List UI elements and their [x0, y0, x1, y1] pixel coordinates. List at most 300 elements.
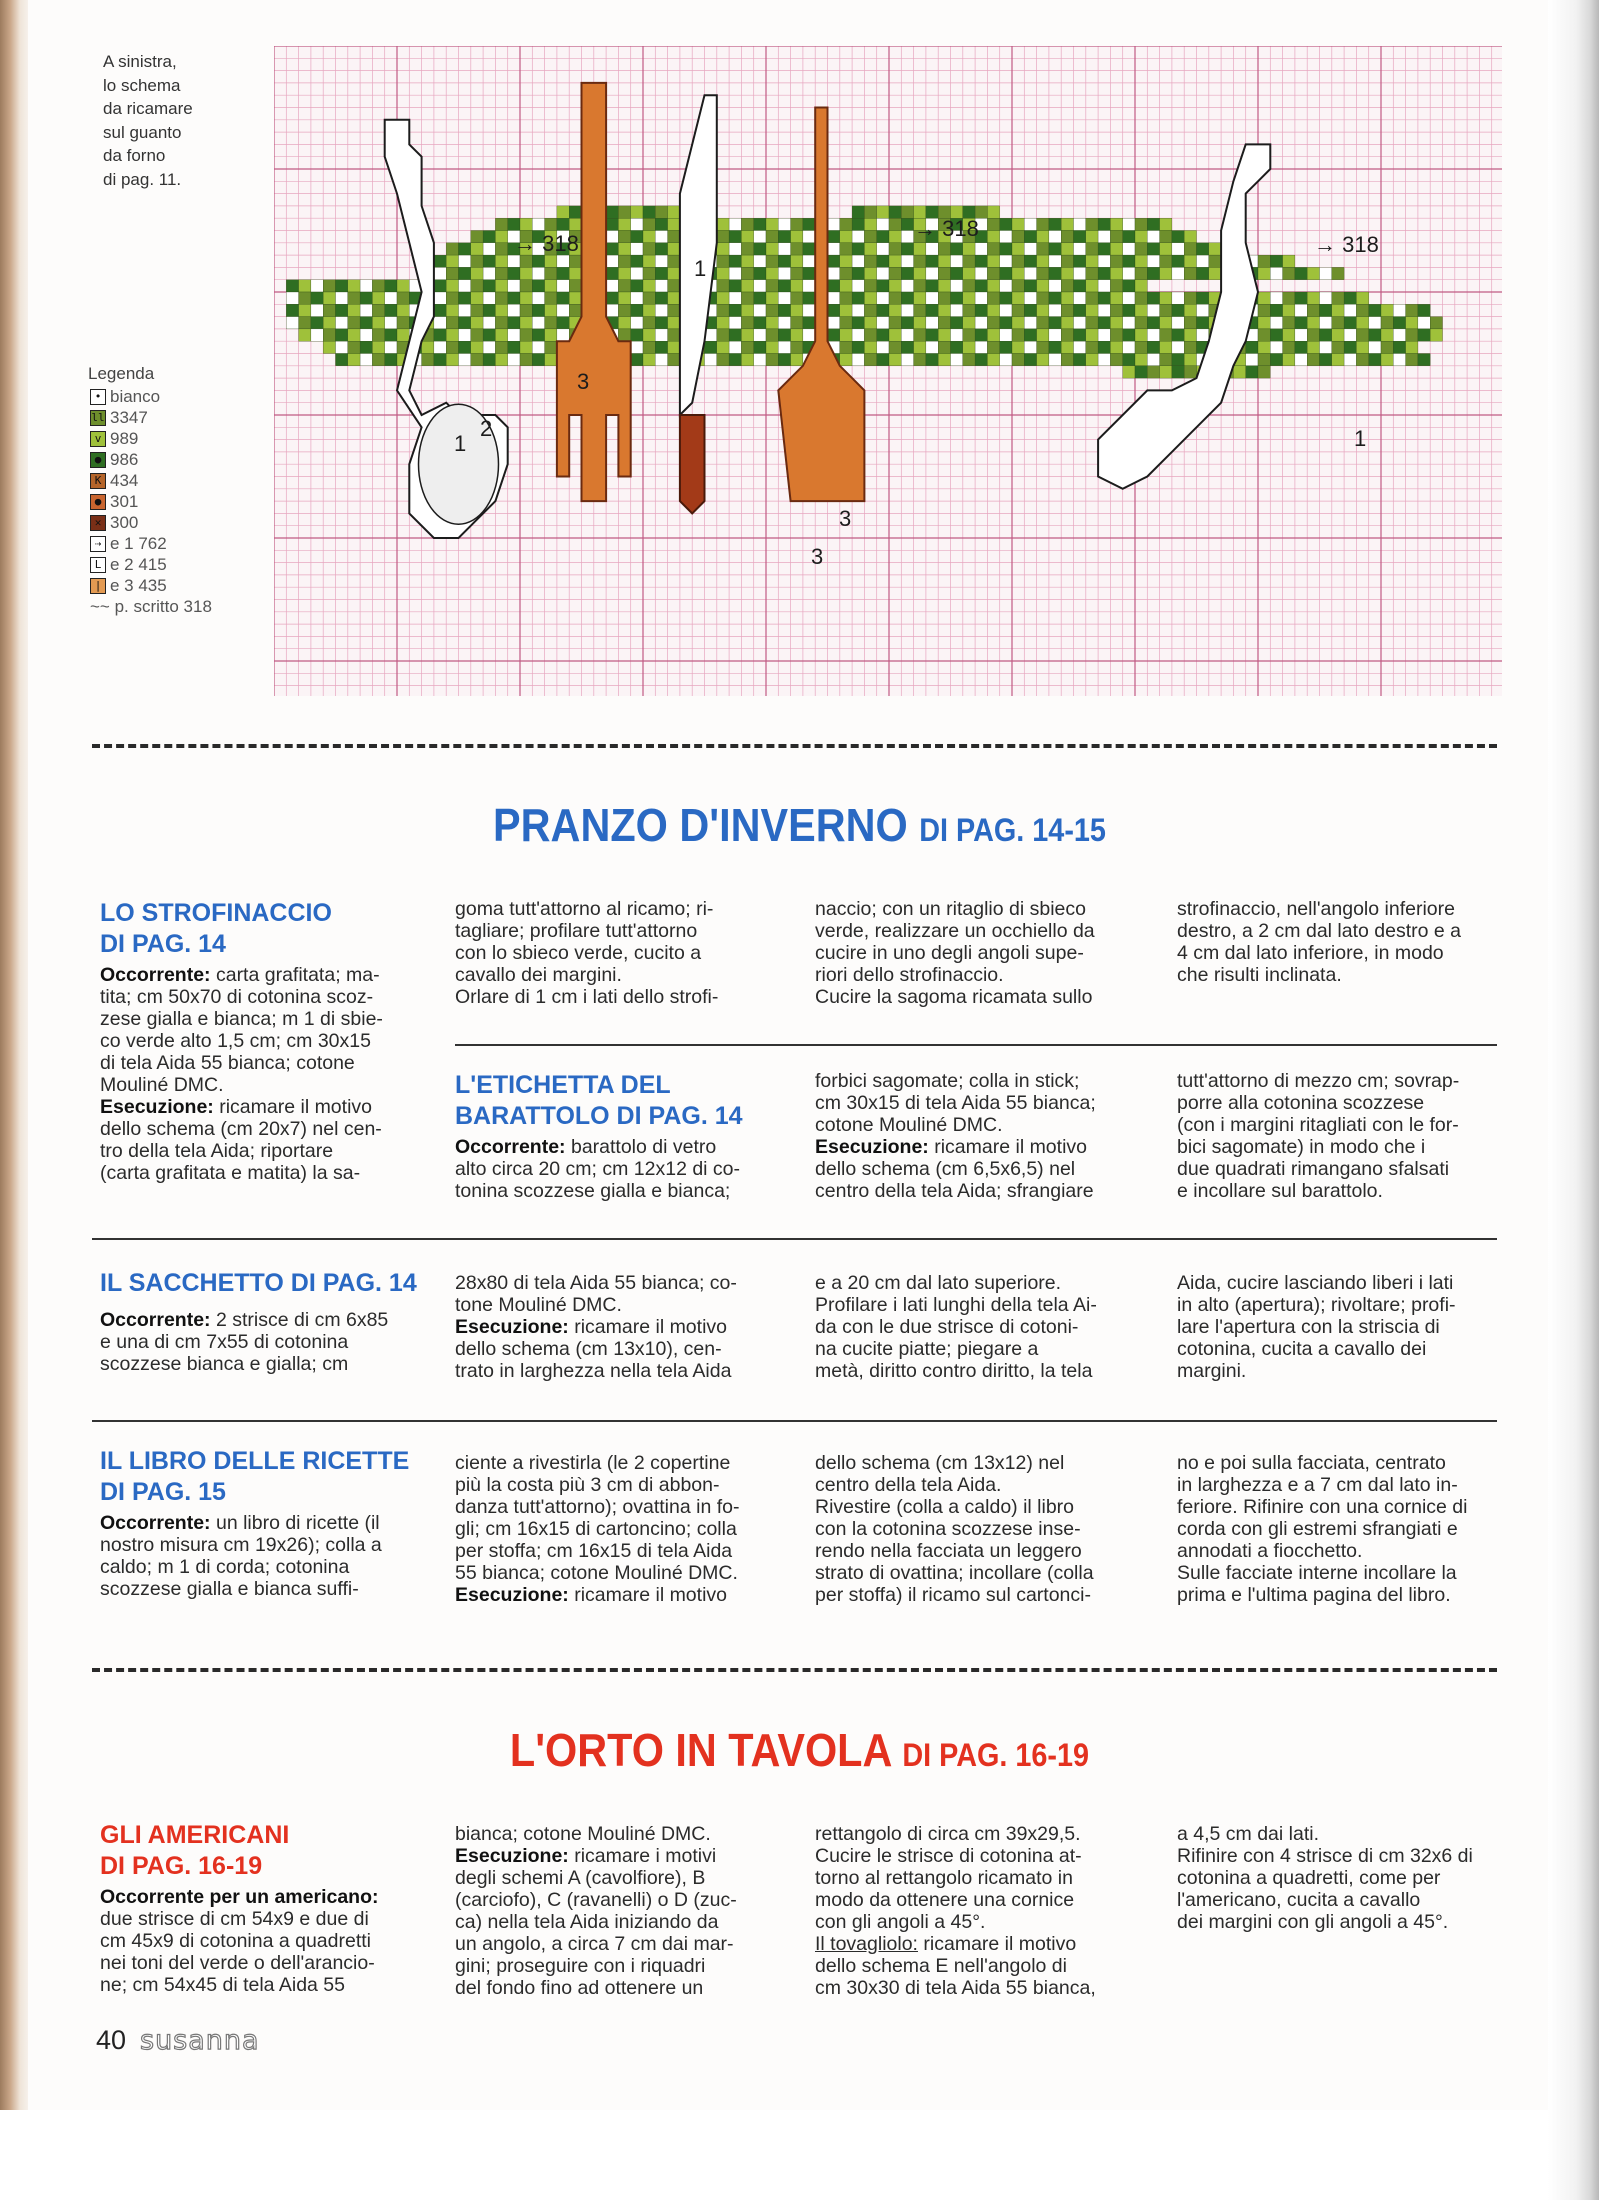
stitch-cell: [987, 329, 999, 341]
section-rule: [92, 1238, 1497, 1240]
legend-label: 3347: [110, 408, 148, 427]
section-rule: [92, 1420, 1497, 1422]
stitch-cell: [434, 317, 446, 329]
stitch-cell: [348, 329, 360, 341]
stitch-cell: [901, 280, 913, 292]
stitch-cell: [852, 292, 864, 304]
stitch-cell: [1197, 317, 1209, 329]
stitch-cell: [1012, 304, 1024, 316]
stitch-cell: [766, 231, 778, 243]
stitch-cell: [1283, 329, 1295, 341]
stitch-cell: [1049, 243, 1061, 255]
stitch-cell: [1012, 218, 1024, 230]
stitch-cell: [754, 231, 766, 243]
stitch-cell: [495, 317, 507, 329]
stitch-cell: [1320, 304, 1332, 316]
text-line: feriore. Rifinire con una cornice di: [1177, 1496, 1468, 1518]
stitch-cell: [1160, 304, 1172, 316]
text-line: danza tutt'attorno); ovattina in fo-: [455, 1496, 740, 1518]
stitch-cell: [1344, 317, 1356, 329]
stitch-cell: [1049, 255, 1061, 267]
stitch-cell: [1135, 354, 1147, 366]
text-line: cavallo dei margini.: [455, 964, 622, 986]
stitch-cell: [434, 292, 446, 304]
stitch-cell: [864, 206, 876, 218]
block5-col4: [1177, 1823, 1491, 1933]
text-line: verde, realizzare un occhiello da: [815, 920, 1095, 942]
text-line: trato in larghezza nella tela Aida: [455, 1360, 732, 1382]
stitch-cell: [1037, 304, 1049, 316]
stitch-cell: [1098, 267, 1110, 279]
stitch-cell: [741, 243, 753, 255]
stitch-cell: [1037, 292, 1049, 304]
text-line: più la costa più 3 cm di abbon-: [455, 1474, 720, 1496]
stitch-cell: [852, 317, 864, 329]
stitch-cell: [1344, 304, 1356, 316]
stitch-cell: [1307, 292, 1319, 304]
stitch-cell: [766, 267, 778, 279]
stitch-cell: [1295, 304, 1307, 316]
stitch-cell: [791, 218, 803, 230]
stitch-cell: [286, 280, 298, 292]
stitch-cell: [1012, 243, 1024, 255]
stitch-cell: [1098, 255, 1110, 267]
cross-stitch-chart: [274, 46, 1502, 696]
stitch-cell: [459, 341, 471, 353]
chart-label-1: 1: [694, 256, 707, 281]
stitch-cell: [1332, 267, 1344, 279]
stitch-cell: [618, 292, 630, 304]
stitch-cell: [1184, 292, 1196, 304]
stitch-cell: [1049, 267, 1061, 279]
stitch-cell: [901, 267, 913, 279]
stitch-cell: [545, 304, 557, 316]
stitch-cell: [397, 317, 409, 329]
stitch-cell: [1381, 304, 1393, 316]
stitch-cell: [336, 354, 348, 366]
chart-label-3: 3: [811, 544, 824, 569]
stitch-cell: [938, 267, 950, 279]
text-line: cotonina a quadretti, come per: [1177, 1867, 1441, 1889]
text-line: caldo; m 1 di corda; cotonina: [100, 1556, 350, 1578]
text-line: Cucire la sagoma ricamata sullo: [815, 986, 1093, 1008]
esecuzione-label: Esecuzione:: [455, 1845, 569, 1867]
stitch-cell: [1135, 280, 1147, 292]
stitch-cell: [1049, 304, 1061, 316]
stitch-cell: [618, 243, 630, 255]
occorrente-label: Occorrente:: [455, 1136, 566, 1158]
text-line: con la cotonina scozzese inse-: [815, 1518, 1081, 1540]
stitch-cell: [1074, 341, 1086, 353]
stitch-cell: [1270, 267, 1282, 279]
stitch-cell: [828, 231, 840, 243]
legend-title: Legenda: [88, 364, 155, 383]
stitch-cell: [1000, 218, 1012, 230]
stitch-cell: [508, 329, 520, 341]
stitch-cell: [483, 255, 495, 267]
text-line: Profilare i lati lunghi della tela Ai-: [815, 1294, 1097, 1316]
stitch-cell: [446, 255, 458, 267]
stitch-cell: [323, 317, 335, 329]
stitch-cell: [1246, 366, 1258, 378]
stitch-cell: [987, 218, 999, 230]
stitch-cell: [987, 280, 999, 292]
stitch-cell: [766, 292, 778, 304]
text-line: corda con gli estremi sfrangiati e: [1177, 1518, 1458, 1540]
stitch-cell: [520, 280, 532, 292]
legend-item: [90, 512, 212, 533]
stitch-cell: [938, 304, 950, 316]
stitch-cell: [1172, 243, 1184, 255]
legend-swatch: L: [90, 557, 106, 573]
stitch-cell: [1393, 317, 1405, 329]
stitch-cell: [791, 354, 803, 366]
stitch-cell: [360, 280, 372, 292]
stitch-cell: [1320, 329, 1332, 341]
stitch-cell: [864, 292, 876, 304]
text-line: due quadrati rimangano sfalsati: [1177, 1158, 1450, 1180]
text-line: del fondo fino ad ottenere un: [455, 1977, 704, 1999]
stitch-cell: [1074, 354, 1086, 366]
stitch-cell: [877, 317, 889, 329]
stitch-cell: [877, 341, 889, 353]
stitch-cell: [1000, 329, 1012, 341]
stitch-cell: [1147, 255, 1159, 267]
stitch-cell: [766, 280, 778, 292]
stitch-cell: [532, 292, 544, 304]
stitch-cell: [459, 243, 471, 255]
stitch-cell: [766, 243, 778, 255]
chart-legend: [88, 362, 212, 617]
stitch-cell: [877, 292, 889, 304]
stitch-cell: [1000, 304, 1012, 316]
stitch-cell: [1344, 354, 1356, 366]
stitch-cell: [741, 354, 753, 366]
stitch-cell: [385, 354, 397, 366]
block-heading: L'ETICHETTA DEL: [455, 1071, 671, 1099]
stitch-cell: [459, 280, 471, 292]
stitch-cell: [938, 292, 950, 304]
text-line: strato di ovattina; incollare (colla: [815, 1562, 1094, 1584]
text-line: rettangolo di circa cm 39x29,5.: [815, 1823, 1081, 1845]
stitch-cell: [1110, 329, 1122, 341]
stitch-cell: [385, 329, 397, 341]
stitch-cell: [987, 304, 999, 316]
stitch-cell: [643, 341, 655, 353]
magazine-logo: susanna: [140, 2025, 260, 2056]
stitch-cell: [1160, 354, 1172, 366]
stitch-cell: [938, 329, 950, 341]
stitch-cell: [1074, 292, 1086, 304]
stitch-cell: [828, 218, 840, 230]
stitch-cell: [889, 255, 901, 267]
stitch-cell: [1184, 304, 1196, 316]
stitch-cell: [618, 218, 630, 230]
block3-col3: [815, 1272, 1129, 1382]
stitch-cell: [987, 354, 999, 366]
text-line: prima e l'ultima pagina del libro.: [1177, 1584, 1451, 1606]
stitch-cell: [446, 280, 458, 292]
stitch-cell: [975, 280, 987, 292]
stitch-cell: [1147, 243, 1159, 255]
stitch-cell: [729, 354, 741, 366]
stitch-cell: [1393, 354, 1405, 366]
chart-label-318: → 318: [1314, 232, 1379, 257]
stitch-cell: [1098, 243, 1110, 255]
block1-col2: [455, 898, 769, 1008]
stitch-cell: [397, 280, 409, 292]
stitch-cell: [975, 329, 987, 341]
stitch-cell: [914, 267, 926, 279]
legend-swatch: ✕: [90, 515, 106, 531]
stitch-cell: [606, 280, 618, 292]
stitch-cell: [323, 329, 335, 341]
stitch-cell: [754, 218, 766, 230]
stitch-cell: [557, 267, 569, 279]
stitch-cell: [471, 231, 483, 243]
block5-col2: [455, 1823, 769, 1999]
stitch-cell: [1123, 243, 1135, 255]
chart-label-3: 3: [839, 506, 852, 531]
stitch-cell: [1160, 341, 1172, 353]
stitch-cell: [987, 255, 999, 267]
stitch-cell: [840, 218, 852, 230]
text-line: ciente a rivestirla (le 2 copertine: [455, 1452, 731, 1474]
stitch-cell: [508, 341, 520, 353]
text-line: cm 45x9 di cotonina a quadretti: [100, 1930, 372, 1952]
stitch-cell: [1037, 280, 1049, 292]
stitch-cell: [1024, 218, 1036, 230]
stitch-cell: [1160, 243, 1172, 255]
stitch-cell: [1270, 304, 1282, 316]
stitch-cell: [471, 341, 483, 353]
stitch-cell: [336, 304, 348, 316]
stitch-cell: [901, 255, 913, 267]
stitch-cell: [643, 218, 655, 230]
stitch-cell: [434, 341, 446, 353]
block-heading: GLI AMERICANI: [100, 1821, 290, 1849]
stitch-cell: [901, 354, 913, 366]
stitch-cell: [631, 206, 643, 218]
stitch-cell: [1000, 280, 1012, 292]
caption-line: A sinistra,: [103, 52, 177, 71]
stitch-cell: [520, 341, 532, 353]
stitch-cell: [520, 267, 532, 279]
stitch-cell: [446, 317, 458, 329]
stitch-cell: [1123, 341, 1135, 353]
stitch-cell: [1012, 317, 1024, 329]
stitch-cell: [532, 280, 544, 292]
stitch-cell: [434, 280, 446, 292]
text-line: tutt'attorno di mezzo cm; sovrap-: [1177, 1070, 1460, 1092]
stitch-cell: [606, 243, 618, 255]
stitch-cell: [741, 267, 753, 279]
stitch-cell: [557, 317, 569, 329]
stitch-cell: [766, 304, 778, 316]
stitch-cell: [1320, 341, 1332, 353]
block2-col4: [1177, 1070, 1491, 1202]
stitch-cell: [495, 354, 507, 366]
stitch-cell: [483, 280, 495, 292]
stitch-cell: [852, 255, 864, 267]
stitch-cell: [741, 255, 753, 267]
stitch-cell: [1258, 255, 1270, 267]
stitch-cell: [422, 341, 434, 353]
stitch-cell: [1332, 304, 1344, 316]
stitch-cell: [508, 292, 520, 304]
stitch-cell: [1344, 292, 1356, 304]
stitch-cell: [495, 267, 507, 279]
stitch-cell: [729, 267, 741, 279]
block-heading: DI PAG. 14: [100, 930, 226, 958]
chart-caption: [103, 50, 213, 191]
stitch-cell: [1430, 329, 1442, 341]
stitch-cell: [471, 304, 483, 316]
stitch-cell: [618, 255, 630, 267]
block3-col4: [1177, 1272, 1491, 1382]
stitch-cell: [606, 267, 618, 279]
stitch-cell: [483, 317, 495, 329]
stitch-cell: [655, 354, 667, 366]
stitch-cell: [618, 280, 630, 292]
stitch-cell: [975, 304, 987, 316]
stitch-cell: [1209, 267, 1221, 279]
stitch-cell: [791, 280, 803, 292]
stitch-cell: [1283, 341, 1295, 353]
stitch-cell: [483, 231, 495, 243]
stitch-cell: [545, 280, 557, 292]
stitch-cell: [889, 280, 901, 292]
stitch-cell: [643, 231, 655, 243]
stitch-cell: [901, 243, 913, 255]
stitch-cell: [1283, 255, 1295, 267]
stitch-cell: [1320, 317, 1332, 329]
stitch-cell: [360, 292, 372, 304]
stitch-cell: [1270, 341, 1282, 353]
stitch-cell: [1381, 341, 1393, 353]
stitch-cell: [1160, 267, 1172, 279]
stitch-cell: [717, 304, 729, 316]
stitch-cell: [606, 292, 618, 304]
text-line: in alto (apertura); rivoltare; profi-: [1177, 1294, 1456, 1316]
text-line: dei margini con gli angoli a 45°.: [1177, 1911, 1449, 1933]
stitch-cell: [643, 280, 655, 292]
text-line: carta grafitata; ma-: [215, 964, 380, 986]
stitch-cell: [1074, 231, 1086, 243]
stitch-cell: [1123, 218, 1135, 230]
text-line: Orlare di 1 cm i lati dello strofi-: [455, 986, 719, 1008]
stitch-cell: [1172, 366, 1184, 378]
text-line: un angolo, a circa 7 cm dai mar-: [455, 1933, 734, 1955]
stitch-cell: [766, 317, 778, 329]
stitch-cell: [803, 231, 815, 243]
stitch-cell: [778, 218, 790, 230]
stitch-cell: [385, 317, 397, 329]
stitch-cell: [840, 267, 852, 279]
stitch-cell: [1123, 231, 1135, 243]
stitch-cell: [864, 354, 876, 366]
stitch-cell: [336, 280, 348, 292]
block1-col4: [1177, 898, 1491, 986]
stitch-cell: [483, 292, 495, 304]
stitch-cell: [557, 280, 569, 292]
stitch-cell: [1270, 354, 1282, 366]
stitch-cell: [717, 280, 729, 292]
stitch-cell: [717, 341, 729, 353]
section-page-ref: DI PAG. 14-15: [919, 812, 1106, 848]
chart-label-1: 1: [454, 431, 467, 456]
stitch-cell: [951, 267, 963, 279]
stitch-cell: [1246, 354, 1258, 366]
stitch-cell: [668, 280, 680, 292]
stitch-cell: [901, 218, 913, 230]
stitch-cell: [889, 206, 901, 218]
stitch-cell: [422, 354, 434, 366]
stitch-cell: [508, 280, 520, 292]
stitch-cell: [1172, 292, 1184, 304]
legend-item: [90, 533, 212, 554]
stitch-cell: [1098, 354, 1110, 366]
stitch-cell: [877, 267, 889, 279]
stitch-cell: [852, 243, 864, 255]
stitch-cell: [963, 255, 975, 267]
text-line: alto circa 20 cm; cm 12x12 di co-: [455, 1158, 741, 1180]
stitch-cell: [1012, 329, 1024, 341]
stitch-cell: [569, 267, 581, 279]
occorrente-label: Occorrente:: [100, 964, 211, 986]
stitch-cell: [483, 354, 495, 366]
stitch-cell: [1135, 218, 1147, 230]
stitch-cell: [1184, 317, 1196, 329]
stitch-cell: [631, 354, 643, 366]
stitch-cell: [557, 304, 569, 316]
stitch-cell: [1307, 329, 1319, 341]
caption-line: di pag. 11.: [103, 169, 182, 189]
stitch-cell: [508, 267, 520, 279]
stitch-cell: [1086, 280, 1098, 292]
text-line: dello schema (cm 6,5x6,5) nel: [815, 1158, 1076, 1180]
block5-col1: [100, 1820, 414, 1996]
stitch-cell: [668, 354, 680, 366]
text-line: due strisce di cm 54x9 e due di: [100, 1908, 369, 1930]
stitch-cell: [729, 292, 741, 304]
esecuzione-label: Esecuzione:: [455, 1584, 569, 1606]
stitch-cell: [1135, 292, 1147, 304]
stitch-cell: [520, 329, 532, 341]
section-title: L'ORTO IN TAVOLA: [509, 1724, 891, 1776]
stitch-cell: [1098, 218, 1110, 230]
stitch-cell: [495, 243, 507, 255]
stitch-cell: [631, 231, 643, 243]
stitch-cell: [471, 267, 483, 279]
stitch-cell: [336, 341, 348, 353]
stitch-cell: [655, 304, 667, 316]
stitch-cell: [766, 329, 778, 341]
stitch-cell: [1049, 354, 1061, 366]
stitch-cell: [828, 304, 840, 316]
stitch-cell: [1110, 304, 1122, 316]
block3-col2: [455, 1272, 769, 1382]
stitch-cell: [864, 255, 876, 267]
stitch-cell: [901, 341, 913, 353]
stitch-cell: [803, 329, 815, 341]
text-line: (carciofo), C (ravanelli) o D (zuc-: [455, 1889, 737, 1911]
stitch-cell: [828, 243, 840, 255]
text-line: cotonina, cucita a cavallo dei: [1177, 1338, 1427, 1360]
stitch-cell: [1061, 231, 1073, 243]
text-line: tone Mouliné DMC.: [455, 1294, 622, 1316]
stitch-cell: [495, 292, 507, 304]
